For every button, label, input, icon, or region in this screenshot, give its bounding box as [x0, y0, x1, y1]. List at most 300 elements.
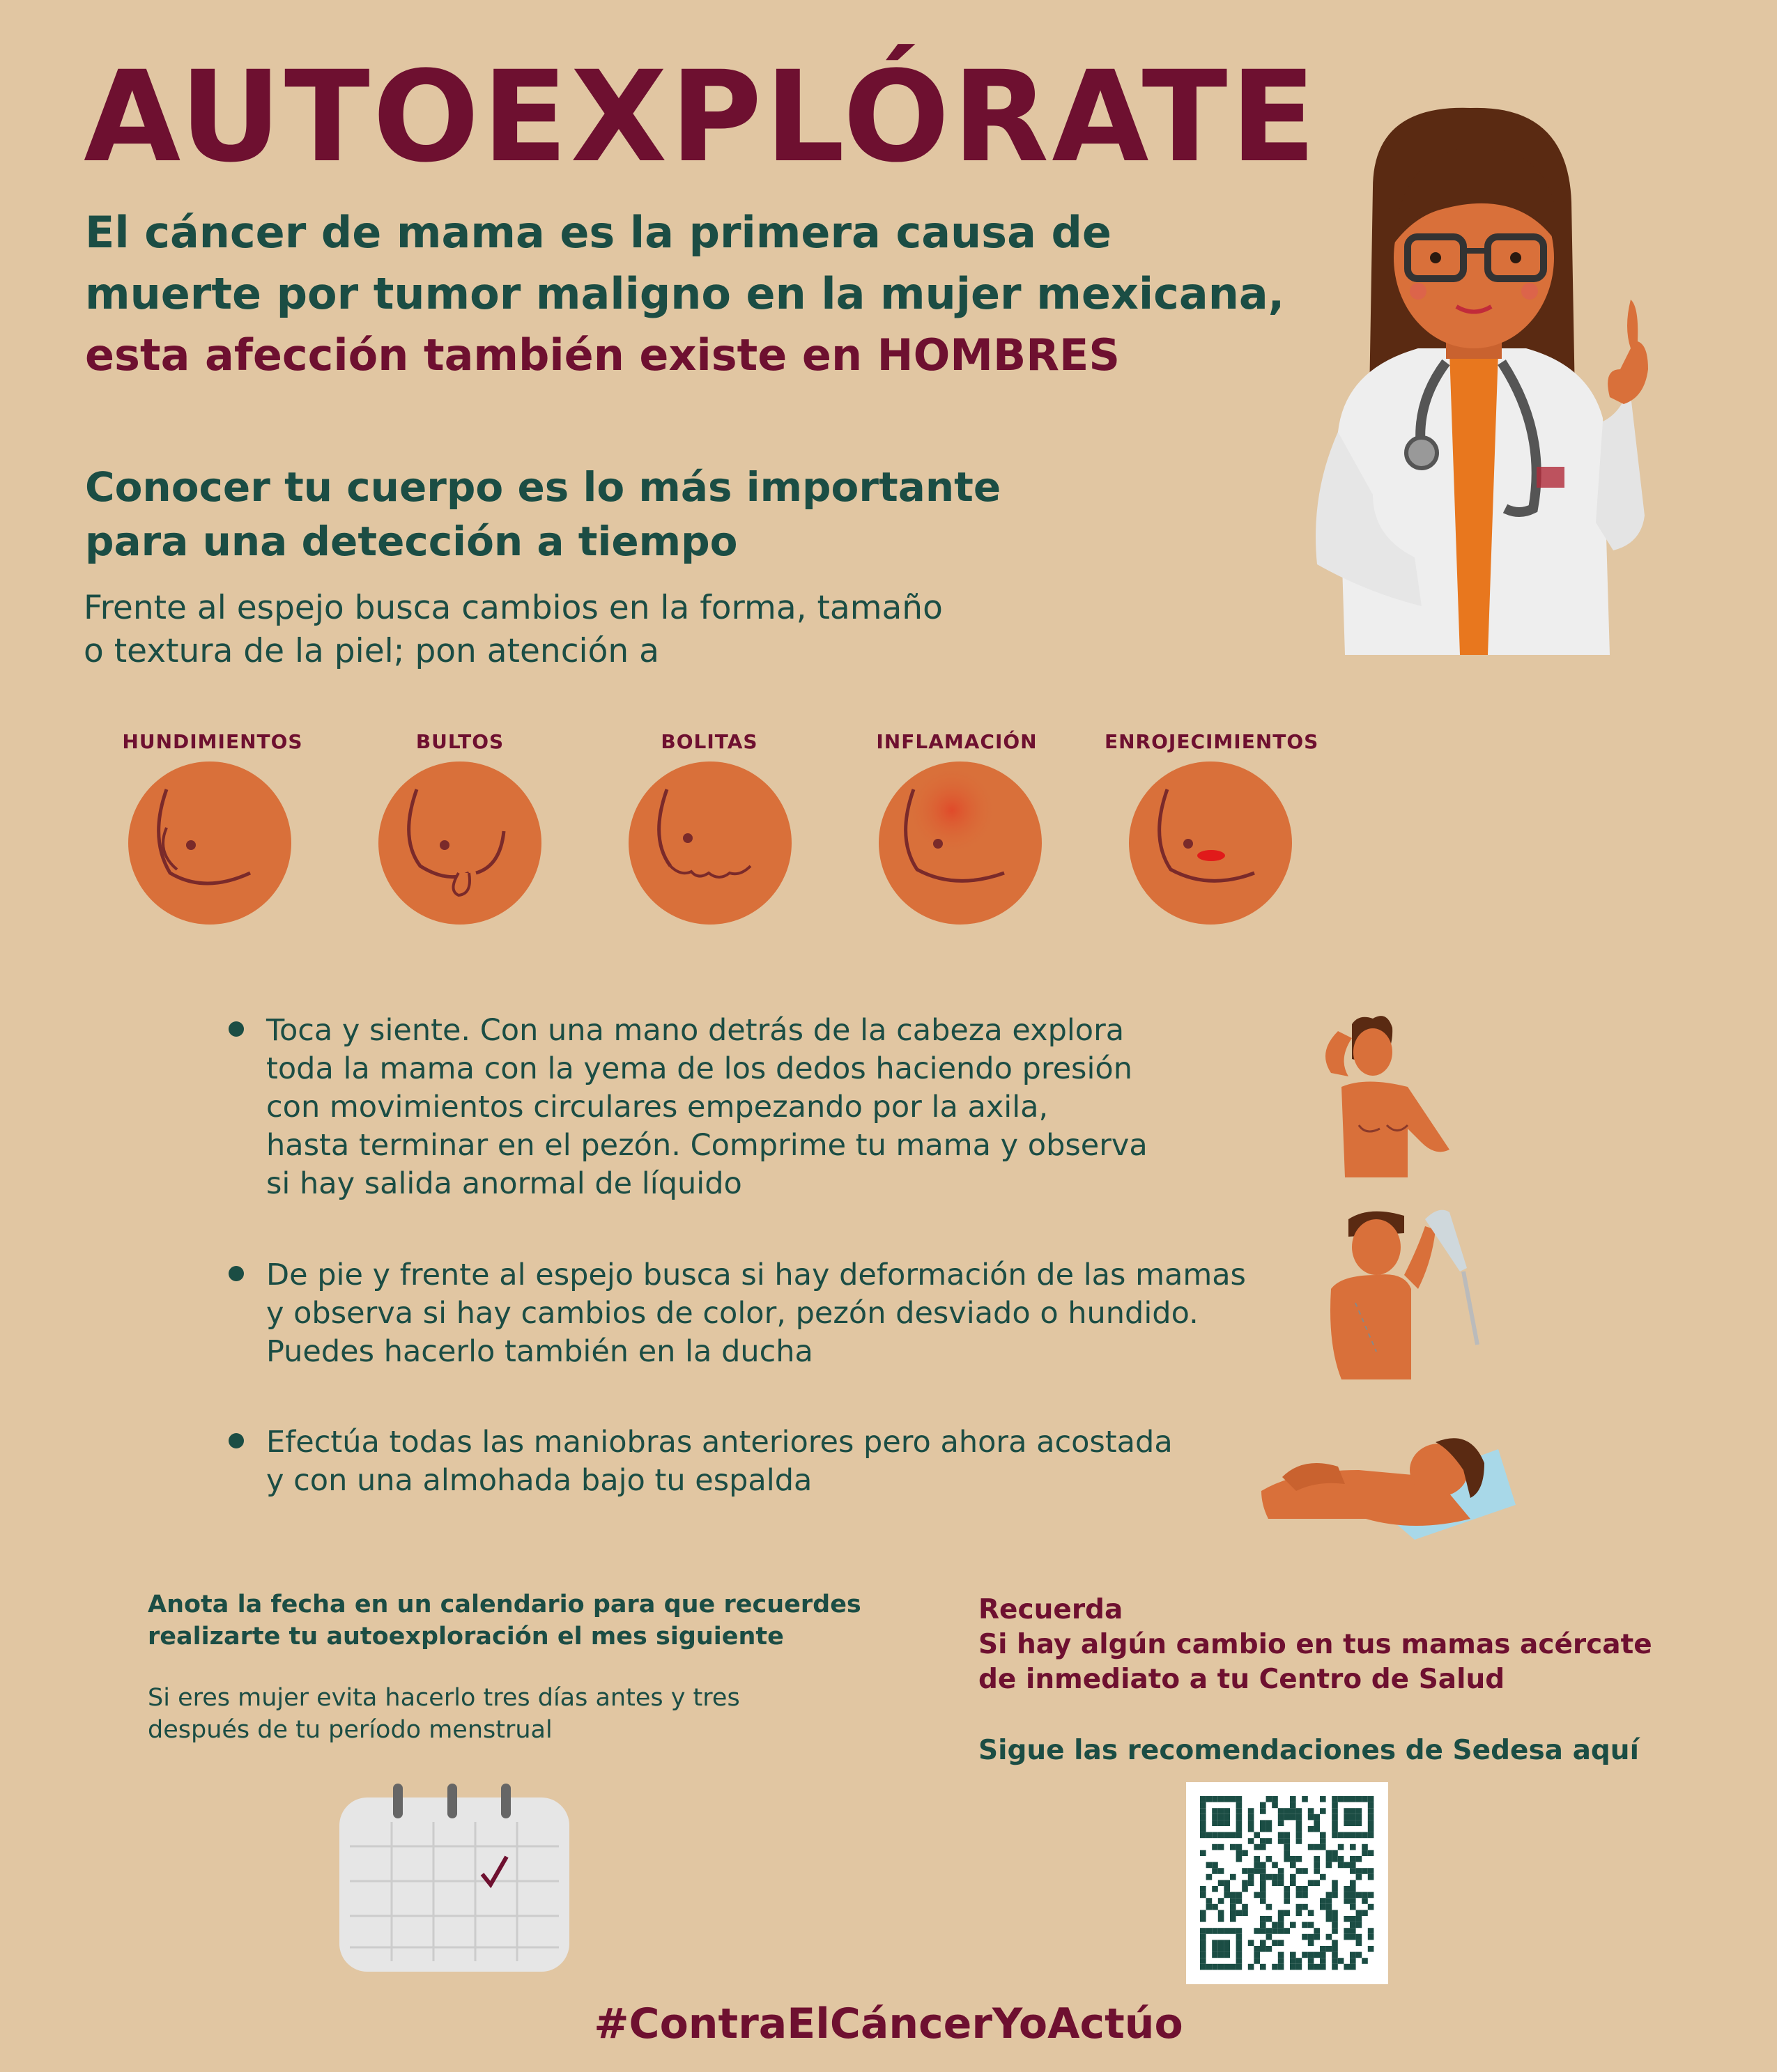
qr-module	[1344, 1886, 1350, 1892]
qr-module	[1344, 1862, 1350, 1869]
qr-module	[1260, 1802, 1266, 1809]
qr-module	[1326, 1934, 1332, 1940]
qr-module	[1218, 1808, 1224, 1814]
qr-module	[1206, 1862, 1213, 1869]
qr-module	[1308, 1922, 1314, 1928]
qr-module	[1248, 1820, 1254, 1826]
qr-module	[1332, 1832, 1338, 1839]
qr-module	[1320, 1946, 1326, 1952]
qr-module	[1272, 1802, 1278, 1809]
qr-module	[1230, 1844, 1236, 1850]
qr-module	[1272, 1874, 1278, 1880]
qr-module	[1278, 1868, 1284, 1874]
qr-module	[1224, 1814, 1230, 1820]
qr-module	[1362, 1898, 1368, 1904]
qr-module	[1338, 1832, 1344, 1839]
breast-redness-icon	[1129, 761, 1292, 925]
step-mirror	[229, 1256, 1316, 1375]
qr-module	[1308, 1952, 1314, 1958]
qr-module	[1350, 1922, 1356, 1928]
qr-module	[1248, 1814, 1254, 1820]
qr-module	[1254, 1946, 1260, 1952]
reminder-block	[978, 1593, 1652, 1697]
qr-module	[1206, 1796, 1213, 1802]
qr-module	[1368, 1892, 1374, 1899]
qr-module	[1338, 1856, 1344, 1862]
qr-module	[1200, 1934, 1206, 1940]
qr-module	[1248, 1874, 1254, 1880]
qr-module	[1332, 1892, 1338, 1899]
qr-module	[1218, 1880, 1224, 1886]
qr-module	[1230, 1910, 1236, 1916]
qr-module	[1200, 1802, 1206, 1809]
qr-module	[1230, 1874, 1236, 1880]
breast-nodules-icon	[629, 761, 792, 925]
qr-module	[1332, 1958, 1338, 1964]
reminder-heading: Recuerda	[978, 1594, 1123, 1625]
qr-module	[1290, 1880, 1296, 1886]
qr-module	[1308, 1814, 1314, 1820]
qr-module	[1332, 1910, 1338, 1916]
qr-module	[1260, 1826, 1266, 1832]
qr-module	[1320, 1958, 1326, 1964]
qr-module	[1356, 1916, 1362, 1922]
bullet-icon	[229, 1021, 244, 1037]
qr-module	[1284, 1892, 1290, 1899]
qr-module	[1290, 1814, 1296, 1820]
qr-module	[1332, 1796, 1338, 1802]
qr-module	[1212, 1886, 1218, 1892]
qr-module	[1218, 1832, 1224, 1839]
step-line: hasta terminar en el pezón. Comprime tu mama y observa	[266, 1128, 1148, 1163]
qr-module	[1290, 1796, 1296, 1802]
step-mirror-text	[266, 1256, 1246, 1371]
mirror-line-2: o textura de la piel; pon atención a	[84, 632, 659, 670]
qr-module	[1260, 1946, 1266, 1952]
qr-module	[1290, 1874, 1296, 1880]
qr-module	[1212, 1868, 1218, 1874]
qr-module	[1260, 1874, 1266, 1880]
qr-module	[1368, 1796, 1374, 1802]
sign-label-enrojecimientos: ENROJECIMIENTOS	[1105, 730, 1319, 753]
qr-module	[1266, 1826, 1272, 1832]
qr-module	[1296, 1826, 1302, 1832]
qr-module	[1356, 1874, 1362, 1880]
qr-module	[1278, 1832, 1284, 1839]
qr-module	[1314, 1964, 1320, 1970]
qr-module	[1320, 1832, 1326, 1839]
qr-module	[1350, 1808, 1356, 1814]
qr-module	[1296, 1958, 1302, 1964]
qr-module	[1200, 1808, 1206, 1814]
reminder-line-2: de inmediato a tu Centro de Salud	[978, 1664, 1505, 1695]
qr-module	[1260, 1940, 1266, 1946]
qr-module	[1230, 1898, 1236, 1904]
qr-module	[1230, 1964, 1236, 1970]
qr-module	[1200, 1964, 1206, 1970]
qr-module	[1266, 1796, 1272, 1802]
qr-module	[1218, 1940, 1224, 1946]
qr-module	[1290, 1862, 1296, 1869]
hashtag: #ContraElCáncerYoActúo	[594, 2000, 1183, 2048]
qr-module	[1224, 1892, 1230, 1899]
qr-module	[1326, 1916, 1332, 1922]
qr-module	[1350, 1796, 1356, 1802]
qr-module	[1332, 1946, 1338, 1952]
qr-module	[1368, 1874, 1374, 1880]
qr-module	[1212, 1808, 1218, 1814]
qr-module	[1296, 1808, 1302, 1814]
qr-module	[1356, 1814, 1362, 1820]
qr-module	[1236, 1958, 1243, 1964]
qr-module	[1242, 1850, 1248, 1856]
qr-module	[1272, 1796, 1278, 1802]
qr-module	[1278, 1916, 1284, 1922]
qr-module	[1302, 1952, 1308, 1958]
step-line: y con una almohada bajo tu espalda	[266, 1463, 813, 1498]
qr-module	[1326, 1910, 1332, 1916]
qr-module	[1290, 1808, 1296, 1814]
qr-module	[1230, 1928, 1236, 1934]
qr-module	[1332, 1820, 1338, 1826]
qr-module	[1236, 1814, 1243, 1820]
step-line: con movimientos circulares empezando por la axila,	[266, 1090, 1049, 1124]
qr-module	[1212, 1940, 1218, 1946]
qr-module	[1362, 1892, 1368, 1899]
qr-module	[1278, 1922, 1284, 1928]
reminder-line-1: Si hay algún cambio en tus mamas acércate	[978, 1629, 1652, 1660]
qr-module	[1236, 1940, 1243, 1946]
intro-line-3: esta afección también existe en HOMBRES	[85, 330, 1120, 380]
menstrual-note-line-1: Si eres mujer evita hacerlo tres días antes y tres	[148, 1684, 740, 1712]
qr-module	[1332, 1964, 1338, 1970]
qr-module	[1236, 1832, 1243, 1839]
qr-module	[1308, 1808, 1314, 1814]
qr-module	[1332, 1814, 1338, 1820]
qr-module	[1260, 1868, 1266, 1874]
qr-module	[1242, 1868, 1248, 1874]
intro-line-2: muerte por tumor maligno en la mujer mexicana,	[85, 268, 1285, 319]
qr-module	[1350, 1928, 1356, 1934]
qr-module	[1254, 1868, 1260, 1874]
qr-module	[1272, 1964, 1278, 1970]
breast-self-exam-illustration	[1310, 1010, 1470, 1181]
qr-module	[1248, 1964, 1254, 1970]
qr-module	[1218, 1868, 1224, 1874]
qr-module	[1242, 1886, 1248, 1892]
qr-module	[1332, 1886, 1338, 1892]
qr-module	[1362, 1832, 1368, 1839]
qr-module	[1272, 1922, 1278, 1928]
qr-module	[1356, 1808, 1362, 1814]
qr-module	[1266, 1946, 1272, 1952]
qr-module	[1248, 1940, 1254, 1946]
qr-module	[1272, 1862, 1278, 1869]
qr-module	[1350, 1958, 1356, 1964]
qr-module	[1350, 1904, 1356, 1910]
page-title: AUTOEXPLÓRATE	[84, 45, 1319, 190]
qr-module	[1362, 1910, 1368, 1916]
qr-module	[1212, 1814, 1218, 1820]
qr-module	[1308, 1958, 1314, 1964]
bullet-icon	[229, 1266, 244, 1281]
qr-module	[1236, 1844, 1243, 1850]
qr-module	[1332, 1952, 1338, 1958]
qr-module	[1320, 1808, 1326, 1814]
qr-module	[1326, 1850, 1332, 1856]
qr-module	[1218, 1964, 1224, 1970]
qr-module	[1266, 1904, 1272, 1910]
sign-label-hundimientos: HUNDIMIENTOS	[122, 730, 303, 753]
qr-module	[1320, 1952, 1326, 1958]
qr-code[interactable]	[1186, 1782, 1388, 1984]
qr-module	[1224, 1886, 1230, 1892]
qr-module	[1260, 1916, 1266, 1922]
qr-module	[1338, 1958, 1344, 1964]
qr-module	[1368, 1904, 1374, 1910]
qr-module	[1350, 1844, 1356, 1850]
qr-module	[1200, 1886, 1206, 1892]
qr-module	[1332, 1916, 1338, 1922]
qr-module	[1236, 1934, 1243, 1940]
qr-module	[1350, 1964, 1356, 1970]
qr-module	[1356, 1820, 1362, 1826]
qr-module	[1332, 1940, 1338, 1946]
qr-module	[1356, 1922, 1362, 1928]
qr-module	[1308, 1934, 1314, 1940]
qr-module	[1212, 1964, 1218, 1970]
qr-module	[1248, 1838, 1254, 1844]
qr-module	[1284, 1844, 1290, 1850]
step-touch	[229, 1012, 1316, 1207]
qr-module	[1224, 1928, 1230, 1934]
qr-module	[1224, 1940, 1230, 1946]
qr-module	[1254, 1892, 1260, 1899]
qr-module	[1296, 1910, 1302, 1916]
qr-module	[1200, 1910, 1206, 1916]
qr-module	[1308, 1964, 1314, 1970]
qr-module	[1350, 1820, 1356, 1826]
qr-module	[1344, 1808, 1350, 1814]
qr-module	[1302, 1868, 1308, 1874]
qr-module	[1326, 1856, 1332, 1862]
qr-module	[1260, 1886, 1266, 1892]
qr-module	[1350, 1952, 1356, 1958]
sign-label-inflamacion: INFLAMACIÓN	[876, 730, 1038, 753]
qr-module	[1224, 1964, 1230, 1970]
qr-module	[1368, 1832, 1374, 1839]
qr-module	[1236, 1856, 1243, 1862]
qr-module	[1344, 1916, 1350, 1922]
qr-module	[1290, 1922, 1296, 1928]
qr-module	[1344, 1892, 1350, 1899]
follow-recommendations: Sigue las recomendaciones de Sedesa aquí	[978, 1735, 1639, 1766]
qr-module	[1236, 1796, 1243, 1802]
qr-module	[1206, 1898, 1213, 1904]
qr-module	[1248, 1868, 1254, 1874]
qr-module	[1320, 1844, 1326, 1850]
qr-module	[1218, 1910, 1224, 1916]
calendar-note-line-1: Anota la fecha en un calendario para que recuerdes	[148, 1591, 861, 1618]
qr-module	[1278, 1808, 1284, 1814]
mirror-instructions	[84, 587, 943, 673]
qr-module	[1236, 1946, 1243, 1952]
qr-module	[1320, 1964, 1326, 1970]
qr-module	[1212, 1796, 1218, 1802]
calendar-note	[148, 1588, 861, 1653]
step-lying	[229, 1423, 1316, 1507]
qr-module	[1368, 1826, 1374, 1832]
qr-module	[1224, 1952, 1230, 1958]
qr-module	[1368, 1850, 1374, 1856]
qr-module	[1296, 1892, 1302, 1899]
subtitle-line-2: para una detección a tiempo	[85, 518, 738, 565]
qr-module	[1254, 1856, 1260, 1862]
qr-module	[1356, 1832, 1362, 1839]
qr-module	[1350, 1880, 1356, 1886]
breast-inflammation-icon	[879, 761, 1042, 925]
qr-module	[1254, 1844, 1260, 1850]
qr-module	[1296, 1964, 1302, 1970]
qr-module	[1338, 1844, 1344, 1850]
qr-module	[1212, 1862, 1218, 1869]
qr-module	[1284, 1850, 1290, 1856]
qr-module	[1260, 1922, 1266, 1928]
qr-module	[1284, 1838, 1290, 1844]
qr-module	[1278, 1910, 1284, 1916]
qr-module	[1344, 1928, 1350, 1934]
qr-module	[1266, 1838, 1272, 1844]
qr-module	[1326, 1862, 1332, 1869]
qr-module	[1218, 1820, 1224, 1826]
qr-module	[1296, 1886, 1302, 1892]
qr-module	[1254, 1862, 1260, 1869]
calendar-icon	[336, 1784, 573, 1975]
qr-module	[1344, 1796, 1350, 1802]
qr-module	[1368, 1868, 1374, 1874]
qr-module	[1302, 1796, 1308, 1802]
qr-module	[1200, 1952, 1206, 1958]
qr-module	[1278, 1838, 1284, 1844]
qr-module	[1350, 1856, 1356, 1862]
qr-module	[1368, 1808, 1374, 1814]
qr-module	[1236, 1850, 1243, 1856]
qr-module	[1224, 1820, 1230, 1826]
qr-module	[1278, 1952, 1284, 1958]
qr-module	[1212, 1928, 1218, 1934]
qr-module	[1272, 1928, 1278, 1934]
qr-module	[1278, 1928, 1284, 1934]
qr-module	[1266, 1820, 1272, 1826]
qr-module	[1242, 1880, 1248, 1886]
qr-module	[1284, 1814, 1290, 1820]
qr-module	[1362, 1844, 1368, 1850]
qr-module	[1350, 1934, 1356, 1940]
qr-module	[1326, 1946, 1332, 1952]
qr-module	[1206, 1904, 1213, 1910]
qr-module	[1296, 1838, 1302, 1844]
qr-module	[1218, 1928, 1224, 1934]
qr-module	[1308, 1826, 1314, 1832]
qr-module	[1254, 1832, 1260, 1839]
qr-module	[1254, 1958, 1260, 1964]
qr-module	[1320, 1796, 1326, 1802]
qr-module	[1332, 1856, 1338, 1862]
qr-module	[1236, 1952, 1243, 1958]
qr-module	[1296, 1820, 1302, 1826]
qr-module	[1350, 1916, 1356, 1922]
qr-module	[1260, 1862, 1266, 1869]
qr-module	[1356, 1910, 1362, 1916]
qr-module	[1206, 1928, 1213, 1934]
qr-module	[1314, 1844, 1320, 1850]
qr-module	[1284, 1928, 1290, 1934]
qr-module	[1356, 1892, 1362, 1899]
qr-module	[1368, 1928, 1374, 1934]
qr-module	[1296, 1814, 1302, 1820]
qr-module	[1266, 1874, 1272, 1880]
doctor-illustration	[1296, 105, 1659, 662]
shower-exam-illustration	[1328, 1205, 1491, 1383]
qr-module	[1224, 1796, 1230, 1802]
qr-code-graphic	[1186, 1782, 1388, 1984]
qr-module	[1290, 1856, 1296, 1862]
qr-module	[1224, 1946, 1230, 1952]
qr-module	[1302, 1922, 1308, 1928]
qr-module	[1236, 1802, 1243, 1809]
qr-module	[1290, 1958, 1296, 1964]
qr-module	[1212, 1952, 1218, 1958]
qr-module	[1272, 1940, 1278, 1946]
section-subtitle	[85, 460, 1001, 569]
qr-module	[1200, 1796, 1206, 1802]
qr-module	[1332, 1826, 1338, 1832]
qr-module	[1260, 1838, 1266, 1844]
mirror-line-1: Frente al espejo busca cambios en la forma, tamaño	[84, 589, 943, 627]
qr-module	[1332, 1850, 1338, 1856]
qr-module	[1290, 1802, 1296, 1809]
qr-module	[1350, 1862, 1356, 1869]
qr-module	[1260, 1880, 1266, 1886]
qr-module	[1266, 1916, 1272, 1922]
qr-module	[1314, 1814, 1320, 1820]
qr-module	[1314, 1868, 1320, 1874]
qr-module	[1308, 1940, 1314, 1946]
step-line: Puedes hacerlo también en la ducha	[266, 1334, 813, 1369]
qr-module	[1260, 1892, 1266, 1899]
qr-module	[1326, 1904, 1332, 1910]
qr-module	[1200, 1958, 1206, 1964]
qr-module	[1266, 1856, 1272, 1862]
qr-module	[1212, 1904, 1218, 1910]
qr-module	[1302, 1886, 1308, 1892]
qr-module	[1224, 1832, 1230, 1839]
qr-module	[1362, 1850, 1368, 1856]
menstrual-note	[148, 1682, 740, 1746]
qr-module	[1200, 1892, 1206, 1899]
qr-module	[1278, 1958, 1284, 1964]
qr-module	[1236, 1826, 1243, 1832]
qr-module	[1302, 1904, 1308, 1910]
qr-module	[1350, 1886, 1356, 1892]
qr-module	[1314, 1934, 1320, 1940]
qr-module	[1248, 1808, 1254, 1814]
qr-module	[1308, 1880, 1314, 1886]
qr-module	[1236, 1808, 1243, 1814]
qr-module	[1212, 1844, 1218, 1850]
qr-module	[1308, 1910, 1314, 1916]
qr-module	[1350, 1868, 1356, 1874]
